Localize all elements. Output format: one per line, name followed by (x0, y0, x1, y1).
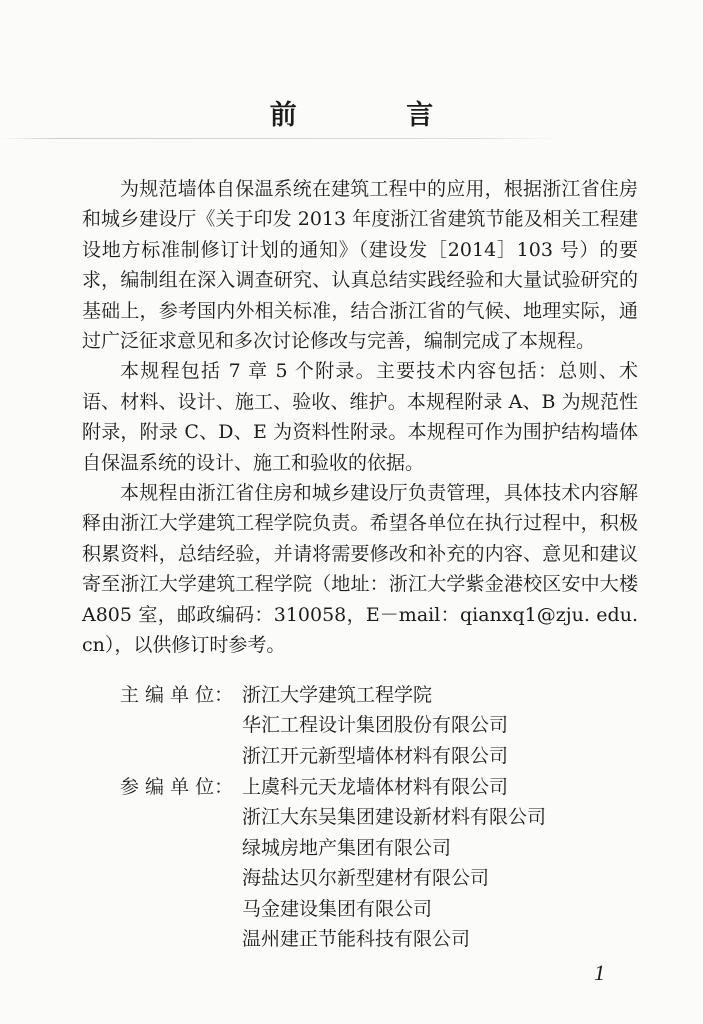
co-editor-list (242, 772, 546, 954)
title-divider (0, 138, 560, 139)
unit-item: 浙江开元新型墙体材料有限公司 (242, 744, 509, 767)
chief-editor-list (242, 680, 508, 771)
unit-item: 华汇工程设计集团股份有限公司 (242, 714, 509, 737)
preface-body (82, 174, 638, 661)
unit-item: 上虞科元天龙墙体材料有限公司 (242, 776, 509, 798)
page-number: 1 (594, 960, 605, 985)
unit-item: 温州建正节能科技有限公司 (242, 928, 471, 951)
unit-item: 马金建设集团有限公司 (242, 897, 433, 920)
chief-editor-units (82, 680, 642, 771)
paragraph: 本规程由浙江省住房和城乡建设厅负责管理，具体技术内容解释由浙江大学建筑工程学院负责。希望各单位在执行过程中，积极积累资料，总结经验，并请将需要修改和补充的内容、意见和建议寄至浙江大学建筑工程学院（地址：浙江大学紫金港校区安中大楼 A805 室，邮政编码：310058，E－mail：qianxq1@zju. edu. cn），以供修订时参考。 (82, 482, 638, 657)
chief-editor-label: 主 编 单 位： (120, 684, 234, 706)
unit-item: 海盐达贝尔新型建材有限公司 (242, 867, 490, 890)
unit-item: 浙江大学建筑工程学院 (242, 684, 433, 706)
unit-item: 绿城房地产集团有限公司 (242, 836, 452, 859)
unit-item: 浙江大东吴集团建设新材料有限公司 (242, 806, 547, 829)
page-title: 前 言 (269, 100, 484, 131)
paragraph: 为规范墙体自保温系统在建筑工程中的应用，根据浙江省住房和城乡建设厅《关于印发 2013 年度浙江省建筑节能及相关工程建设地方标准制修订计划的通知》（建设发［2014］103 号）的要求，编制组在深入调查研究、认真总结实践经验和大量试验研究的基础上，参考国内外相关标准，结合浙江省的气候、地理实际，通过广泛征求意见和多次讨论修改与完善，编制完成了本规程。 (82, 178, 638, 353)
co-editor-label: 参 编 单 位： (120, 776, 234, 798)
co-editor-units (82, 772, 642, 954)
paragraph: 本规程包括 7 章 5 个附录。主要技术内容包括：总则、术语、材料、设计、施工、验收、维护。本规程附录 A、B 为规范性附录，附录 C、D、E 为资料性附录。本规程可作为围护结构墙体自保温系统的设计、施工和验收的依据。 (82, 360, 638, 474)
